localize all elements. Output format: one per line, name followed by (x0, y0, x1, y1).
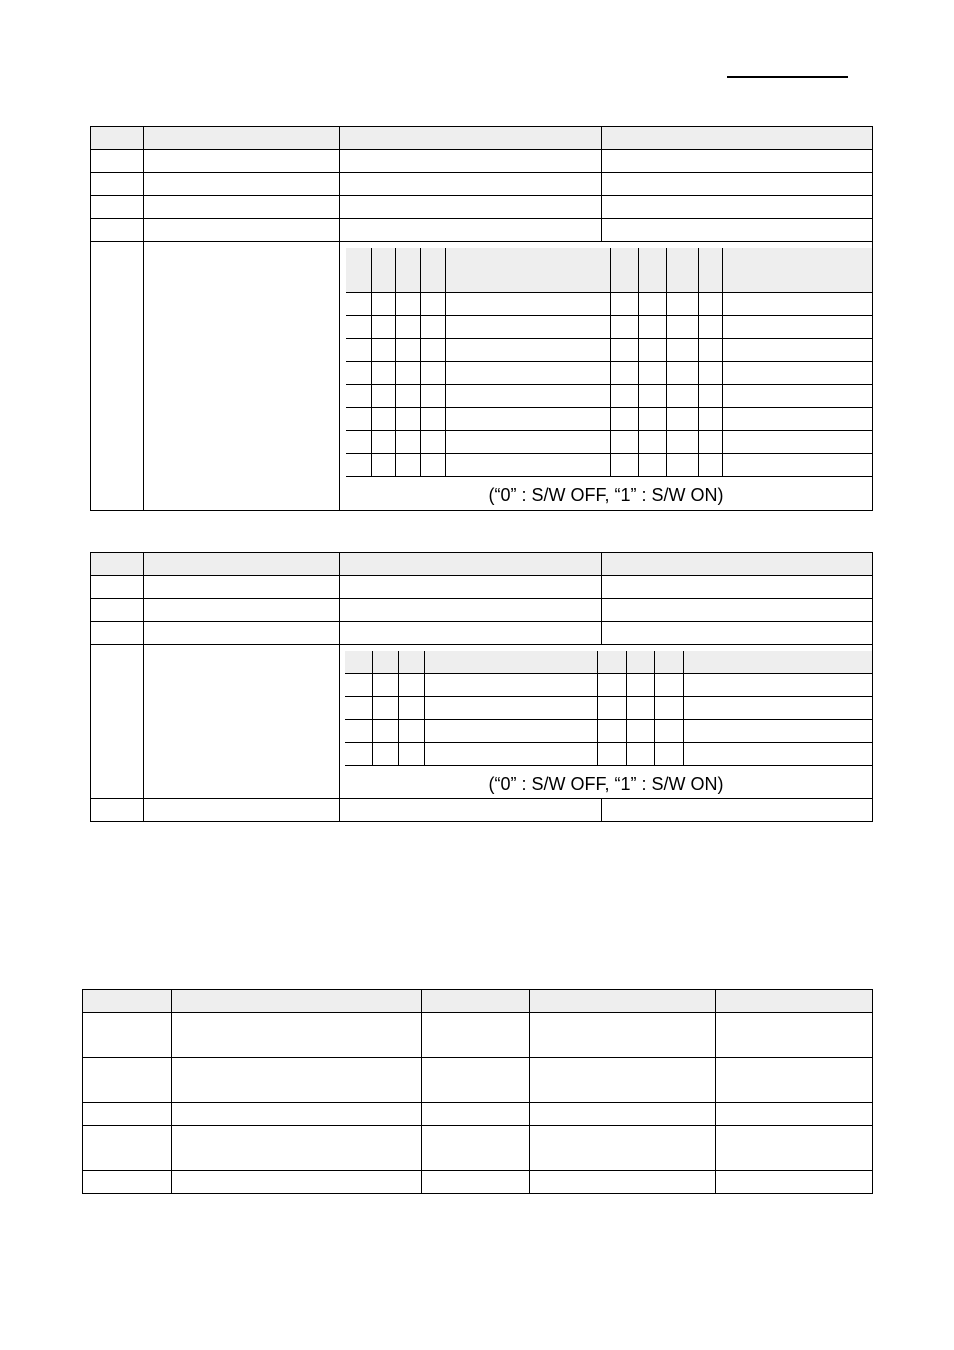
table-header-row (91, 127, 873, 150)
table-row (91, 219, 873, 242)
switch-setting-table-1 (346, 248, 872, 477)
table-row-switch-settings (91, 645, 873, 799)
switch-row (346, 453, 872, 476)
table-row (91, 798, 873, 821)
switch-row (345, 742, 872, 765)
switch-row (346, 361, 872, 384)
table-row (83, 1013, 873, 1058)
header-rule (727, 76, 848, 78)
switch-row (346, 430, 872, 453)
switch-row (346, 338, 872, 361)
switch-header-row (345, 651, 872, 673)
table-row (91, 196, 873, 219)
table-dip-switch-2 (90, 552, 873, 822)
table-row (83, 1126, 873, 1171)
table-header-row (83, 990, 873, 1013)
table-row (91, 173, 873, 196)
table-header-row (91, 553, 873, 576)
switch-row (346, 315, 872, 338)
table-row (91, 599, 873, 622)
table-row (83, 1058, 873, 1103)
table-row (91, 576, 873, 599)
table-3 (82, 989, 873, 1194)
switch-note: (“0” : S/W OFF, “1” : S/W ON) (488, 484, 724, 505)
table-row-switch-settings (91, 242, 873, 511)
table-row (91, 150, 873, 173)
switch-row (345, 673, 872, 696)
switch-row (346, 292, 872, 315)
table-row (83, 1103, 873, 1126)
table-row (83, 1171, 873, 1194)
switch-row (346, 384, 872, 407)
switch-row (345, 719, 872, 742)
switch-row (345, 696, 872, 719)
switch-note: (“0” : S/W OFF, “1” : S/W ON) (488, 773, 724, 794)
table-dip-switch-1 (90, 126, 873, 511)
table-row (91, 622, 873, 645)
switch-row (346, 407, 872, 430)
switch-header-row (346, 248, 872, 292)
switch-setting-table-2 (345, 651, 872, 766)
